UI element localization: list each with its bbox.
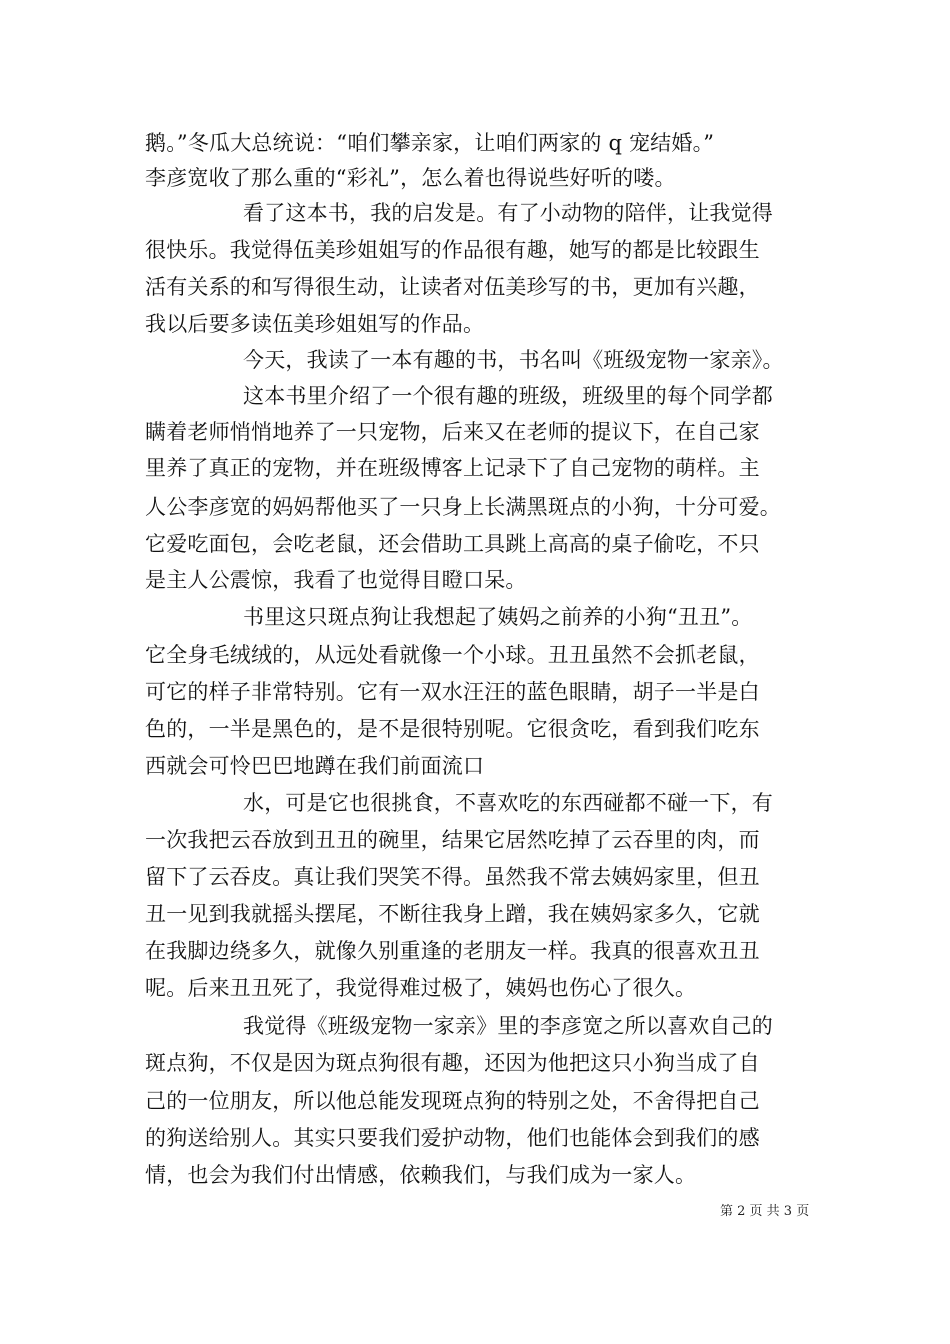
- text-line: 可它的样子非常特别。它有一双水汪汪的蓝色眼睛，胡子一半是白: [145, 680, 760, 704]
- text-line: 鹅。”冬瓜大总统说：“咱们攀亲家，让咱们两家的 q 宠结婚。”: [145, 131, 715, 155]
- text-line: 它爱吃面包，会吃老鼠，还会借助工具跳上高高的桌子偷吃，不只: [145, 532, 760, 556]
- paragraph-start-line: 这本书里介绍了一个很有趣的班级，班级里的每个同学都: [243, 384, 773, 408]
- text-line: 色的，一半是黑色的，是不是很特别呢。它很贪吃，看到我们吃东: [145, 717, 760, 741]
- paragraph-start-line: 我觉得《班级宠物一家亲》里的李彦宽之所以喜欢自己的: [243, 1014, 773, 1038]
- page-number: 第 2 页 共 3 页: [720, 1204, 810, 1219]
- text-line: 它全身毛绒绒的，从远处看就像一个小球。丑丑虽然不会抓老鼠，: [145, 643, 760, 667]
- text-line: 情，也会为我们付出情感，依赖我们，与我们成为一家人。: [145, 1163, 697, 1187]
- text-line: 留下了云吞皮。真让我们哭笑不得。虽然我不常去姨妈家里，但丑: [145, 865, 760, 889]
- text-line: 里养了真正的宠物，并在班级博客上记录下了自己宠物的萌样。主: [145, 456, 760, 480]
- paragraph-start-line: 今天，我读了一本有趣的书，书名叫《班级宠物一家亲》。: [243, 348, 784, 372]
- text-line: 是主人公震惊，我看了也觉得目瞪口呆。: [145, 568, 527, 592]
- text-line: 活有关系的和写得很生动，让读者对伍美珍写的书，更加有兴趣，: [145, 275, 760, 299]
- text-line: 的狗送给别人。其实只要我们爱护动物，他们也能体会到我们的感: [145, 1126, 760, 1150]
- text-line: 瞒着老师悄悄地养了一只宠物，后来又在老师的提议下，在自己家: [145, 420, 760, 444]
- paragraph-start-line: 看了这本书，我的启发是。有了小动物的陪伴，让我觉得: [243, 201, 773, 225]
- text-line: 很快乐。我觉得伍美珍姐姐写的作品很有趣，她写的都是比较跟生: [145, 238, 760, 262]
- text-line: 人公李彦宽的妈妈帮他买了一只身上长满黑斑点的小狗，十分可爱。: [145, 495, 781, 519]
- text-line: 在我脚边绕多久，就像久别重逢的老朋友一样。我真的很喜欢丑丑: [145, 939, 760, 963]
- text-line: 丑一见到我就摇头摆尾，不断往我身上蹭，我在姨妈家多久，它就: [145, 902, 760, 926]
- text-line: 西就会可怜巴巴地蹲在我们前面流口: [145, 754, 485, 778]
- text-line: 李彦宽收了那么重的“彩礼”，怎么着也得说些好听的喽。: [145, 166, 676, 190]
- text-line: 斑点狗，不仅是因为斑点狗很有趣，还因为他把这只小狗当成了自: [145, 1051, 760, 1075]
- text-line: 呢。后来丑丑死了，我觉得难过极了，姨妈也伤心了很久。: [145, 976, 697, 1000]
- text-line: 我以后要多读伍美珍姐姐写的作品。: [145, 312, 485, 336]
- text-line: 一次我把云吞放到丑丑的碗里，结果它居然吃掉了云吞里的肉，而: [145, 828, 760, 852]
- text-line: 己的一位朋友，所以他总能发现斑点狗的特别之处，不舍得把自己: [145, 1089, 760, 1113]
- paragraph-start-line: 水，可是它也很挑食，不喜欢吃的东西碰都不碰一下，有: [243, 791, 773, 815]
- paragraph-start-line: 书里这只斑点狗让我想起了姨妈之前养的小狗“丑丑”。: [243, 605, 753, 629]
